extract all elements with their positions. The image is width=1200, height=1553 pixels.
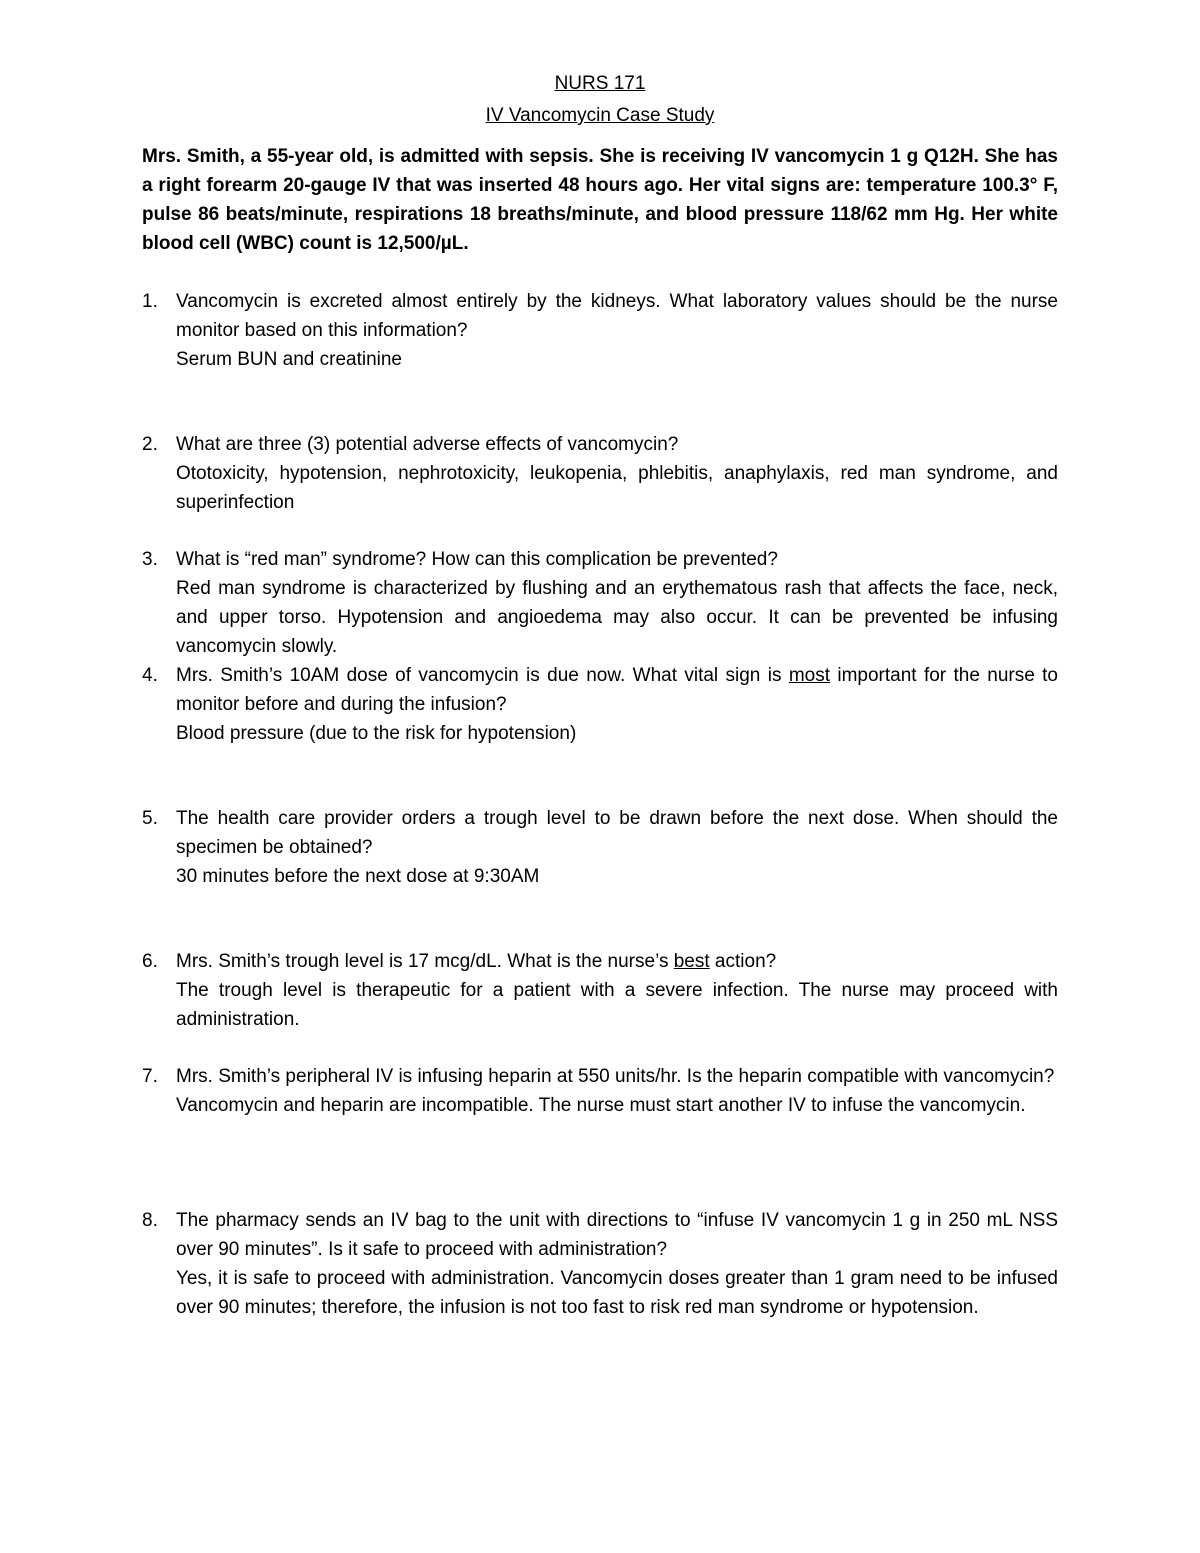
question-text: The health care provider orders a trough level to be drawn before the next dose. When should the specimen be obtained? — [176, 808, 1058, 858]
question-number: 8. — [142, 1210, 158, 1231]
case-intro: Mrs. Smith, a 55-year old, is admitted with sepsis. She is receiving IV vancomycin 1 g Q12H. She has a right forearm 20-gauge IV that was inserted 48 hours ago. Her vital signs are: temperature 100.3° F, pulse 86 beats/minute, respirations 18 breaths/minute, and blood pressure 118/62 mm Hg. Her white blood cell (WBC) count is 12,500/µL. — [142, 146, 1058, 254]
question-text — [176, 661, 1058, 719]
question-number: 1. — [142, 291, 158, 312]
answer-text: Blood pressure (due to the risk for hypotension) — [176, 723, 577, 744]
question-item-3 — [142, 545, 1058, 661]
question-item-1 — [142, 287, 1058, 374]
emphasis-word: best — [673, 951, 710, 972]
question-number: 5. — [142, 808, 158, 829]
answer-text: Serum BUN and creatinine — [176, 349, 402, 370]
question-item-4 — [142, 661, 1058, 748]
question-text: What are three (3) potential adverse effects of vancomycin? — [176, 434, 679, 455]
question-text: Mrs. Smith’s peripheral IV is infusing heparin at 550 units/hr. Is the heparin compatible with vancomycin? — [176, 1066, 1055, 1087]
question-number: 3. — [142, 549, 158, 570]
question-text-part: Mrs. Smith’s 10AM dose of vancomycin is due now. What vital sign is — [176, 665, 789, 686]
question-text: Vancomycin is excreted almost entirely by the kidneys. What laboratory values should be the nurse monitor based on this information? — [176, 291, 1058, 341]
question-number: 7. — [142, 1066, 158, 1087]
course-code: NURS 171 — [554, 73, 646, 94]
question-text-part: important for the nurse to monitor before and during the infusion? — [176, 665, 1058, 715]
answer-text: The trough level is therapeutic for a patient with a severe infection. The nurse may proceed with administration. — [176, 980, 1058, 1030]
question-item-8 — [142, 1206, 1058, 1322]
question-text — [176, 947, 1058, 976]
question-item-5 — [142, 804, 1058, 891]
question-text-part: Mrs. Smith’s trough level is 17 mcg/dL. What is the nurse’s — [176, 951, 674, 972]
question-text: The pharmacy sends an IV bag to the unit with directions to “infuse IV vancomycin 1 g in 250 mL NSS over 90 minutes”. Is it safe to proceed with administration? — [176, 1210, 1058, 1260]
answer-text: Yes, it is safe to proceed with administration. Vancomycin doses greater than 1 gram need to be infused over 90 minutes; therefore, the infusion is not too fast to risk red man syndrome or hypotension. — [176, 1268, 1058, 1318]
question-text: What is “red man” syndrome? How can this complication be prevented? — [176, 549, 778, 570]
question-item-6 — [142, 947, 1058, 1034]
question-number: 4. — [142, 665, 158, 686]
answer-text: 30 minutes before the next dose at 9:30AM — [176, 866, 540, 887]
question-text-part: action? — [709, 951, 777, 972]
answer-text: Ototoxicity, hypotension, nephrotoxicity, leukopenia, phlebitis, anaphylaxis, red man syndrome, and superinfection — [176, 463, 1058, 513]
question-number: 2. — [142, 434, 158, 455]
question-item-2 — [142, 430, 1058, 517]
question-item-7 — [142, 1062, 1058, 1120]
emphasis-word: most — [788, 665, 831, 686]
page-title: IV Vancomycin Case Study — [485, 105, 715, 126]
answer-text: Red man syndrome is characterized by flushing and an erythematous rash that affects the face, neck, and upper torso. Hypotension and angioedema may also occur. It can be prevented be infusing vancomycin slowly. — [176, 578, 1058, 657]
question-number: 6. — [142, 951, 158, 972]
answer-text: Vancomycin and heparin are incompatible. The nurse must start another IV to infuse the vancomycin. — [176, 1095, 1026, 1116]
